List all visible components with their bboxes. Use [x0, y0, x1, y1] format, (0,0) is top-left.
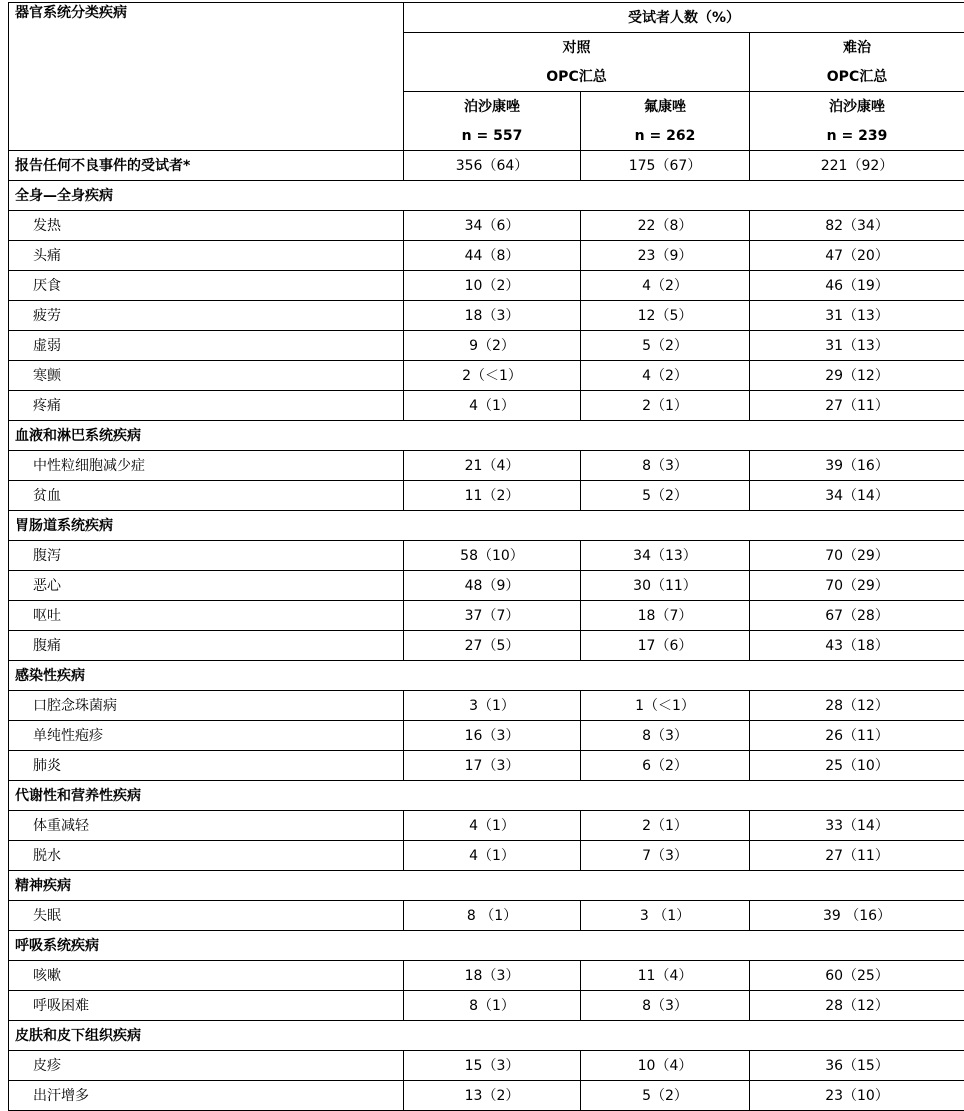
subject-count-cell: 27（11）	[750, 841, 964, 871]
table-row	[9, 211, 964, 241]
section-header-row	[9, 511, 964, 541]
adverse-event-label: 单纯性疱疹	[9, 721, 404, 751]
subject-count-cell: 2（＜1）	[404, 361, 581, 391]
table-row	[9, 301, 964, 331]
section-title: 全身—全身疾病	[9, 181, 964, 211]
subject-count-cell: 26（11）	[750, 721, 964, 751]
section-title: 精神疾病	[9, 871, 964, 901]
subject-count-cell: 34（14）	[750, 481, 964, 511]
adverse-event-label: 疼痛	[9, 391, 404, 421]
subject-count-cell: 70（29）	[750, 541, 964, 571]
subject-count-cell: 39 （16）	[750, 901, 964, 931]
subject-count-cell: 8（1）	[404, 991, 581, 1021]
subject-count-cell: 8（3）	[581, 991, 750, 1021]
subject-count-cell: 4（2）	[581, 271, 750, 301]
subject-count-cell: 34（6）	[404, 211, 581, 241]
subject-count-cell: 11（4）	[581, 961, 750, 991]
subject-count-cell: 23（10）	[750, 1081, 964, 1111]
table-row	[9, 631, 964, 661]
section-title: 血液和淋巴系统疾病	[9, 421, 964, 451]
subject-count-cell: 22（8）	[581, 211, 750, 241]
subject-count-cell: 5（2）	[581, 331, 750, 361]
adverse-event-label: 恶心	[9, 571, 404, 601]
table-row	[9, 811, 964, 841]
table-row	[9, 841, 964, 871]
group-refractory-subheader: OPC汇总	[750, 62, 964, 92]
adverse-event-label: 中性粒细胞减少症	[9, 451, 404, 481]
subject-count-cell: 46（19）	[750, 271, 964, 301]
adverse-event-label: 呕吐	[9, 601, 404, 631]
table-row	[9, 331, 964, 361]
section-header-row	[9, 781, 964, 811]
section-header-row	[9, 931, 964, 961]
subject-count-cell: 17（3）	[404, 751, 581, 781]
any-ae-value: 175（67）	[581, 151, 750, 181]
table-left-border-tail	[8, 1081, 9, 1093]
adverse-event-label: 发热	[9, 211, 404, 241]
subject-count-cell: 18（3）	[404, 301, 581, 331]
subject-count-cell: 25（10）	[750, 751, 964, 781]
section-title: 呼吸系统疾病	[9, 931, 964, 961]
subject-count-cell: 4（1）	[404, 841, 581, 871]
table-row	[9, 991, 964, 1021]
subject-count-cell: 48（9）	[404, 571, 581, 601]
table-row	[9, 721, 964, 751]
subject-count-cell: 3 （1）	[581, 901, 750, 931]
subject-count-cell: 4（1）	[404, 391, 581, 421]
table-row	[9, 391, 964, 421]
subject-count-cell: 10（2）	[404, 271, 581, 301]
table-row	[9, 601, 964, 631]
adverse-event-label: 肺炎	[9, 751, 404, 781]
adverse-event-label: 腹痛	[9, 631, 404, 661]
subject-count-cell: 18（7）	[581, 601, 750, 631]
subject-count-cell: 21（4）	[404, 451, 581, 481]
section-header-row	[9, 661, 964, 691]
subject-count-cell: 60（25）	[750, 961, 964, 991]
drug-n-posaconazole-refractory: n = 239	[750, 121, 964, 151]
subject-count-cell: 1（＜1）	[581, 691, 750, 721]
subject-count-cell: 33（14）	[750, 811, 964, 841]
adverse-event-label: 体重减轻	[9, 811, 404, 841]
subject-count-cell: 6（2）	[581, 751, 750, 781]
section-title: 感染性疾病	[9, 661, 964, 691]
subject-count-cell: 29（12）	[750, 361, 964, 391]
subjects-header: 受试者人数（%）	[404, 3, 964, 33]
adverse-event-label: 头痛	[9, 241, 404, 271]
table-row	[9, 691, 964, 721]
subject-count-cell: 2（1）	[581, 391, 750, 421]
subject-count-cell: 28（12）	[750, 691, 964, 721]
subject-count-cell: 16（3）	[404, 721, 581, 751]
subject-count-cell: 4（2）	[581, 361, 750, 391]
subject-count-cell: 27（5）	[404, 631, 581, 661]
subject-count-cell: 47（20）	[750, 241, 964, 271]
adverse-event-label: 呼吸困难	[9, 991, 404, 1021]
adverse-event-label: 厌食	[9, 271, 404, 301]
table-row	[9, 901, 964, 931]
subject-count-cell: 3（1）	[404, 691, 581, 721]
adverse-events-table	[8, 2, 964, 1111]
drug-n-fluconazole: n = 262	[581, 121, 750, 151]
group-control-subheader: OPC汇总	[404, 62, 750, 92]
subject-count-cell: 13（2）	[404, 1081, 581, 1111]
adverse-event-label: 脱水	[9, 841, 404, 871]
subject-count-cell: 58（10）	[404, 541, 581, 571]
subject-count-cell: 11（2）	[404, 481, 581, 511]
adverse-event-label: 出汗增多	[9, 1081, 404, 1111]
subject-count-cell: 8 （1）	[404, 901, 581, 931]
subject-count-cell: 70（29）	[750, 571, 964, 601]
subject-count-cell: 31（13）	[750, 301, 964, 331]
any-ae-label: 报告任何不良事件的受试者*	[9, 151, 404, 181]
table-row	[9, 241, 964, 271]
subject-count-cell: 67（28）	[750, 601, 964, 631]
group-refractory-header: 难治	[750, 33, 964, 63]
table-row	[9, 361, 964, 391]
any-ae-row	[9, 151, 964, 181]
section-header-row	[9, 421, 964, 451]
adverse-event-label: 疲劳	[9, 301, 404, 331]
table-row	[9, 571, 964, 601]
table-row	[9, 961, 964, 991]
subject-count-cell: 31（13）	[750, 331, 964, 361]
section-title: 皮肤和皮下组织疾病	[9, 1021, 964, 1051]
adverse-event-label: 腹泻	[9, 541, 404, 571]
subject-count-cell: 44（8）	[404, 241, 581, 271]
subject-count-cell: 5（2）	[581, 1081, 750, 1111]
section-title: 代谢性和营养性疾病	[9, 781, 964, 811]
adverse-event-label: 咳嗽	[9, 961, 404, 991]
subject-count-cell: 30（11）	[581, 571, 750, 601]
section-header-row	[9, 1021, 964, 1051]
subject-count-cell: 43（18）	[750, 631, 964, 661]
subject-count-cell: 37（7）	[404, 601, 581, 631]
adverse-event-label: 失眠	[9, 901, 404, 931]
drug-name-fluconazole: 氟康唑	[581, 92, 750, 122]
subject-count-cell: 2（1）	[581, 811, 750, 841]
subject-count-cell: 36（15）	[750, 1051, 964, 1081]
section-header-row	[9, 871, 964, 901]
any-ae-value: 221（92）	[750, 151, 964, 181]
adverse-event-label: 虚弱	[9, 331, 404, 361]
subject-count-cell: 23（9）	[581, 241, 750, 271]
subject-count-cell: 27（11）	[750, 391, 964, 421]
subject-count-cell: 8（3）	[581, 451, 750, 481]
table-row	[9, 1081, 964, 1111]
drug-name-posaconazole-control: 泊沙康唑	[404, 92, 581, 122]
table-row	[9, 481, 964, 511]
table-row	[9, 1051, 964, 1081]
table-row	[9, 541, 964, 571]
subject-count-cell: 82（34）	[750, 211, 964, 241]
any-ae-value: 356（64）	[404, 151, 581, 181]
subject-count-cell: 34（13）	[581, 541, 750, 571]
subject-count-cell: 4（1）	[404, 811, 581, 841]
subject-count-cell: 28（12）	[750, 991, 964, 1021]
adverse-event-label: 皮疹	[9, 1051, 404, 1081]
section-header-row	[9, 181, 964, 211]
adverse-event-label: 口腔念珠菌病	[9, 691, 404, 721]
subject-count-cell: 15（3）	[404, 1051, 581, 1081]
subject-count-cell: 12（5）	[581, 301, 750, 331]
section-title: 胃肠道系统疾病	[9, 511, 964, 541]
subject-count-cell: 9（2）	[404, 331, 581, 361]
subject-count-cell: 10（4）	[581, 1051, 750, 1081]
drug-name-posaconazole-refractory: 泊沙康唑	[750, 92, 964, 122]
group-control-header: 对照	[404, 33, 750, 63]
subject-count-cell: 17（6）	[581, 631, 750, 661]
subject-count-cell: 8（3）	[581, 721, 750, 751]
table-row	[9, 271, 964, 301]
subject-count-cell: 39（16）	[750, 451, 964, 481]
table-row	[9, 751, 964, 781]
table-row	[9, 451, 964, 481]
subject-count-cell: 7（3）	[581, 841, 750, 871]
adverse-event-label: 寒颤	[9, 361, 404, 391]
drug-n-posaconazole-control: n = 557	[404, 121, 581, 151]
subject-count-cell: 18（3）	[404, 961, 581, 991]
subject-count-cell: 5（2）	[581, 481, 750, 511]
soc-header: 器官系统分类疾病	[9, 3, 404, 151]
adverse-event-label: 贫血	[9, 481, 404, 511]
